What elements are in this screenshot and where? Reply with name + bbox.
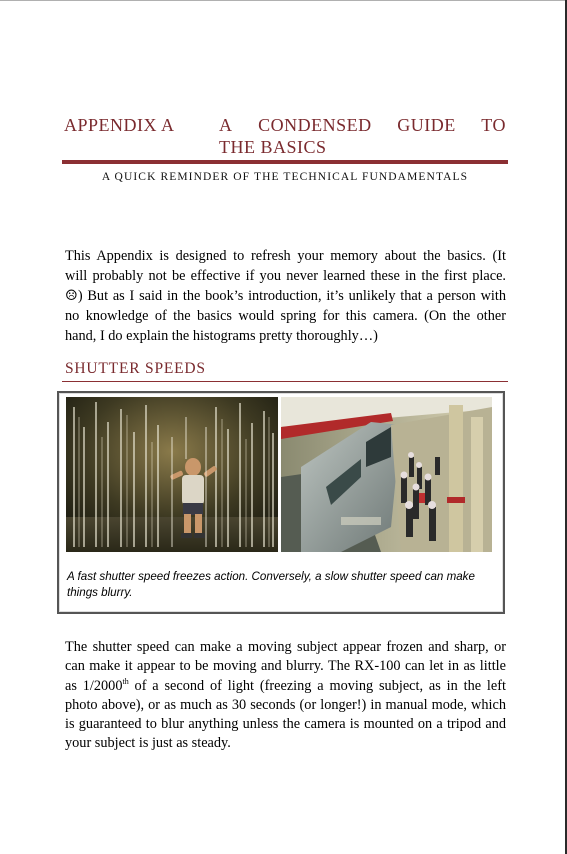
shutter-fraction: as 1/2000	[65, 677, 123, 694]
chapter-title-line1	[219, 114, 506, 136]
body-line-rest: of a second of light (freezing a moving subject, as in the left	[128, 677, 506, 694]
page-top-edge	[0, 0, 567, 1]
body-line: your subject is just as steady.	[65, 735, 231, 752]
chapter-title-word: GUIDE	[397, 115, 456, 135]
intro-line: no knowledge of the basics would spring for this camera. (On the other	[65, 308, 506, 324]
section-heading-rule	[62, 381, 508, 382]
body-line: is guaranteed to blur anything unless the camera is mounted on a tripod and	[65, 716, 506, 733]
intro-line: This Appendix is designed to refresh your memory about the basics. (It	[65, 248, 506, 264]
figure-caption	[67, 569, 499, 600]
subway-photo	[281, 397, 492, 552]
body-line: photo above), or as much as 30 seconds (or longer!) in manual mode, which	[65, 696, 506, 713]
chapter-subtitle: A QUICK REMINDER OF THE TECHNICAL FUNDAMENTALS	[101, 171, 469, 183]
appendix-label: APPENDIX A	[64, 115, 175, 135]
chapter-title-word: A	[219, 115, 233, 135]
chapter-title-line2: THE BASICS	[219, 137, 327, 157]
intro-line: will probably not be effective if you never learned these in the first place.	[65, 268, 506, 284]
caption-line: things blurry.	[67, 585, 133, 599]
intro-line: hand, I do explain the histograms pretty thoroughly…)	[65, 328, 378, 344]
shutter-speed-paragraph	[65, 638, 506, 754]
chapter-title-word: TO	[481, 115, 506, 135]
ordinal-suffix: th	[122, 676, 129, 686]
chapter-title-word: CONDENSED	[258, 115, 372, 135]
figure-frame	[57, 391, 505, 614]
section-heading-shutter-speeds: SHUTTER SPEEDS	[65, 360, 206, 377]
body-line: The shutter speed can make a moving subject appear frozen and sharp, or	[65, 639, 506, 655]
body-line: can make it appear to be moving and blurry. The RX-100 can let in as little	[65, 658, 506, 675]
caption-line: A fast shutter speed freezes action. Conversely, a slow shutter speed can make	[67, 570, 475, 583]
chapter-heading-rule	[62, 160, 508, 164]
intro-paragraph	[65, 246, 506, 346]
intro-line: ☹) But as I said in the book’s introduction, it’s unlikely that a person with	[65, 288, 506, 304]
body-line	[65, 677, 506, 696]
chapter-title	[219, 114, 506, 158]
fountain-photo	[66, 397, 278, 552]
